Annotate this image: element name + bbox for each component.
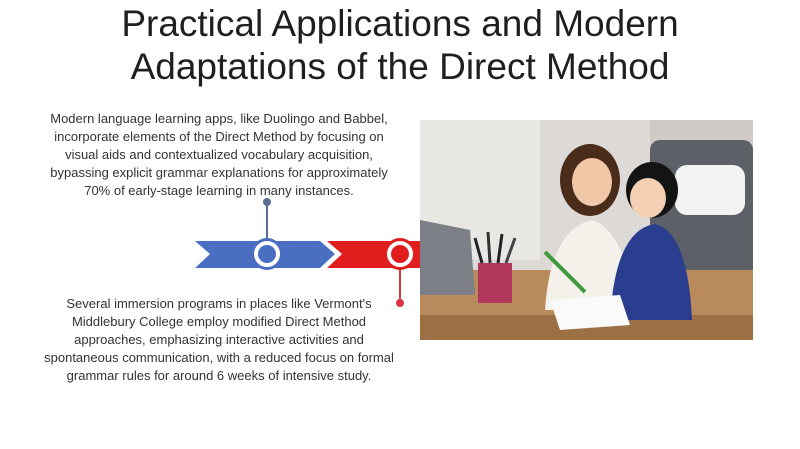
photo-woman-helping-girl-icon — [420, 120, 753, 340]
title-line-1: Practical Applications and Modern — [121, 3, 679, 44]
slide-title — [0, 2, 800, 88]
point-bottom-text: Several immersion programs in places like Vermont's Middlebury College employ modified Direct Method approaches, emphasizing interactive activities and spontaneous communication, with a reduced focus on formal grammar rules for around 6 weeks of intensive study. — [44, 296, 394, 383]
point-top-text: Modern language learning apps, like Duolingo and Babbel, incorporate elements of the Direct Method by focusing on visual aids and contextualized vocabulary acquisition, bypassing explicit grammar explanations for approximately 70% of early-stage learning in many instances. — [50, 111, 388, 198]
title-line-2: Adaptations of the Direct Method — [130, 46, 670, 87]
timeline-marker-blue-ring — [256, 243, 278, 265]
timeline-arrow-red — [327, 241, 430, 268]
tutoring-photo — [420, 120, 753, 340]
timeline-marker-blue — [251, 238, 283, 270]
timeline-arrow-blue — [195, 241, 335, 268]
timeline-marker-red-ring — [389, 243, 411, 265]
connector-bottom-dot — [396, 299, 404, 307]
timeline-marker-red — [384, 238, 416, 270]
